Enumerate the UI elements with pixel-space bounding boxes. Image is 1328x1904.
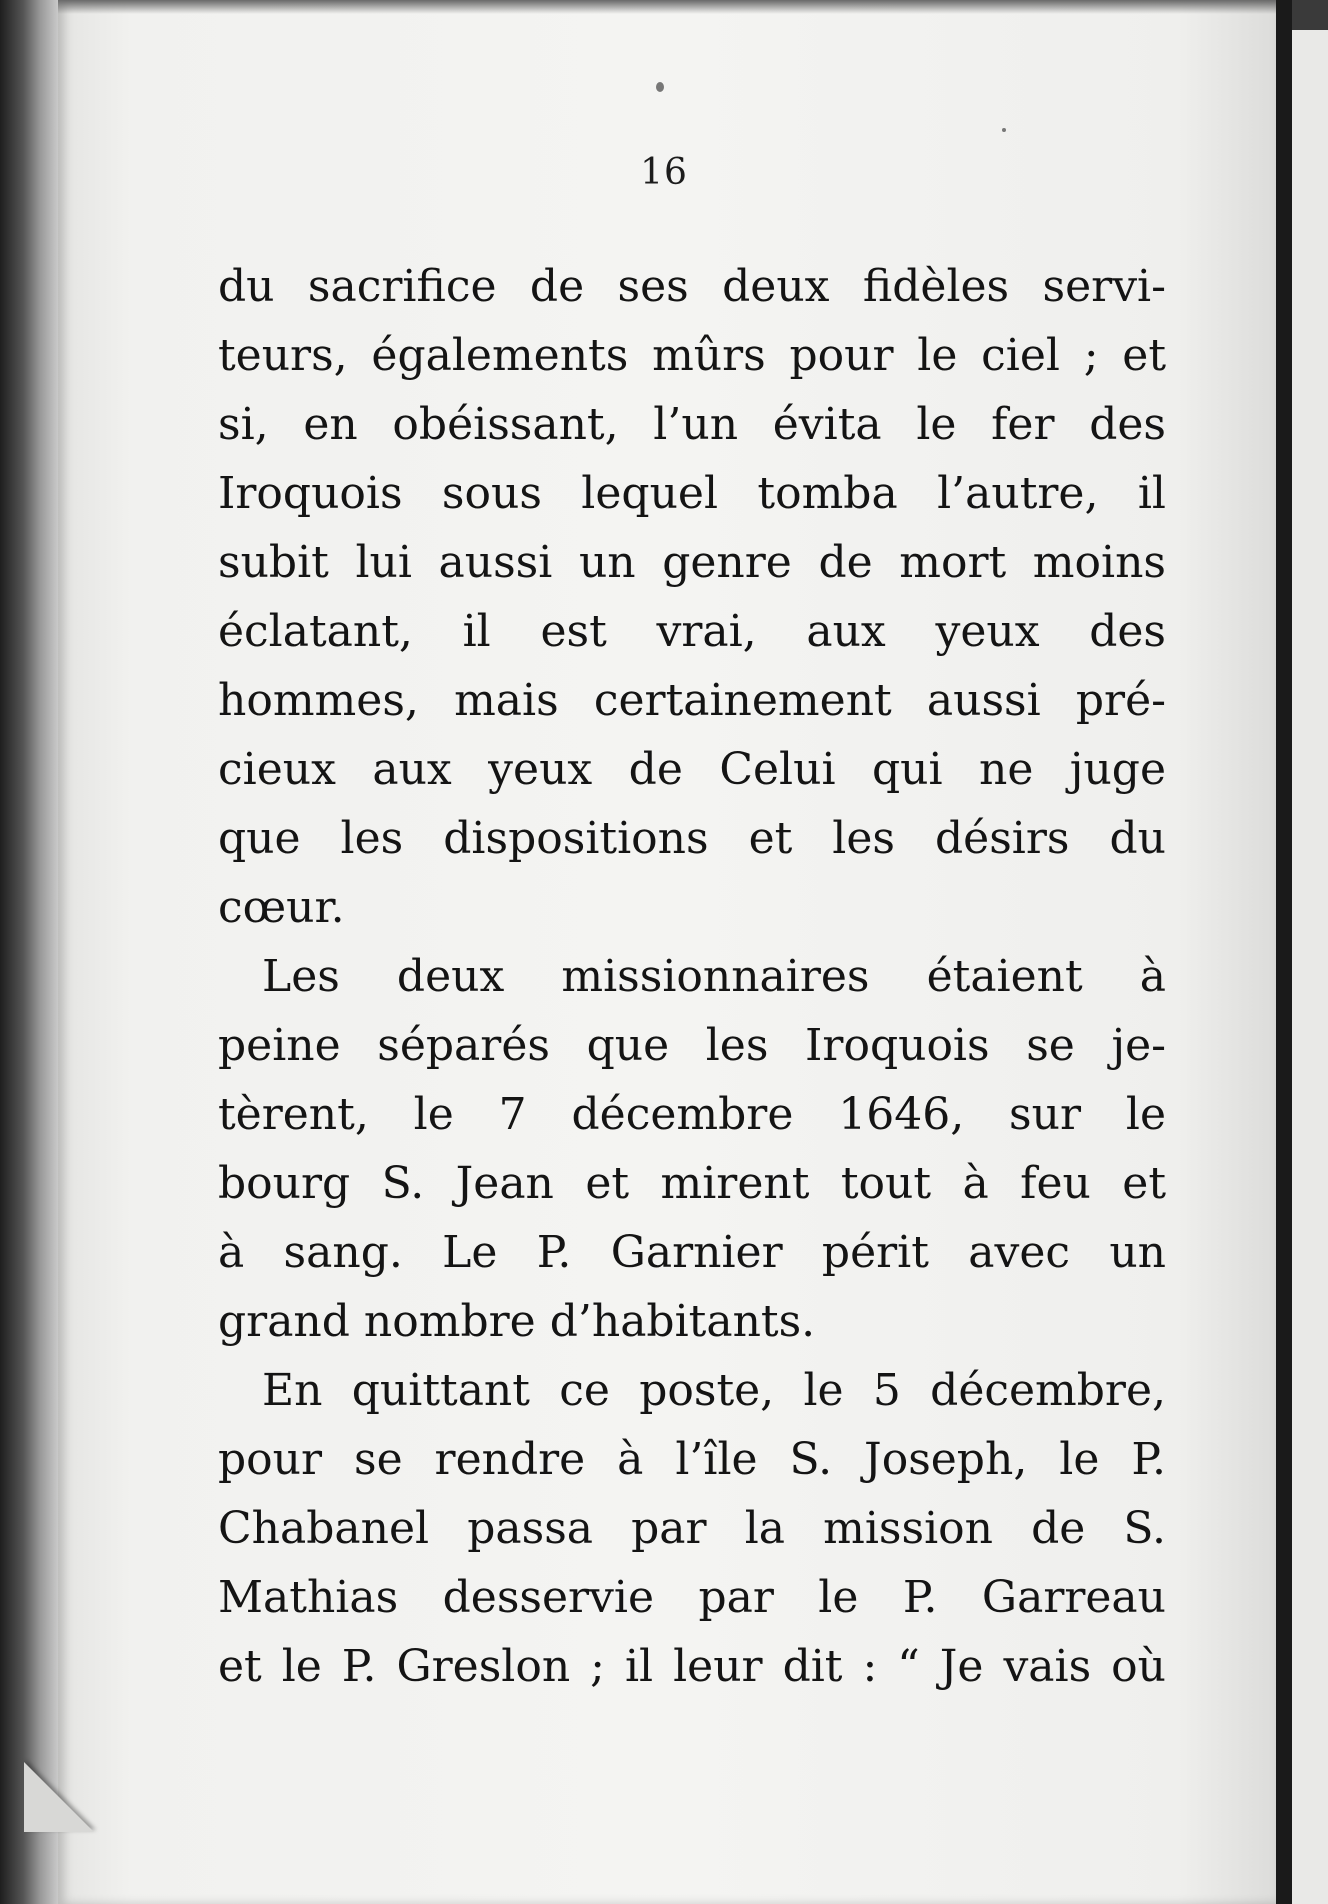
text-line: à sang. Le P. Garnier périt avec un — [218, 1227, 1166, 1278]
page-gutter — [1276, 0, 1292, 1904]
text-line: et le P. Greslon ; il leur dit : “ Je vais où — [218, 1641, 1166, 1692]
text-line: grand nombre d’habitants. — [218, 1296, 816, 1347]
body-text — [218, 252, 1166, 1701]
text-line: du sacrifice de ses deux fidèles servi- — [218, 261, 1166, 312]
text-line: cœur. — [218, 882, 345, 933]
text-line: En quittant ce poste, le 5 décembre, — [262, 1365, 1166, 1416]
ink-speck — [656, 82, 664, 92]
text-line: que les dispositions et les désirs du — [218, 813, 1166, 864]
text-line: éclatant, il est vrai, aux yeux des — [218, 606, 1166, 657]
ink-speck — [1002, 128, 1006, 132]
text-line: tèrent, le 7 décembre 1646, sur le — [218, 1089, 1166, 1140]
text-line: Mathias desservie par le P. Garreau — [218, 1572, 1166, 1623]
folded-corner — [24, 1762, 94, 1832]
page-number: 16 — [640, 152, 688, 193]
text-line: subit lui aussi un genre de mort moins — [218, 537, 1166, 588]
text-line: peine séparés que les Iroquois se je- — [218, 1020, 1166, 1071]
text-line: pour se rendre à l’île S. Joseph, le P. — [218, 1434, 1166, 1485]
text-line: bourg S. Jean et mirent tout à feu et — [218, 1158, 1166, 1209]
text-line: cieux aux yeux de Celui qui ne juge — [218, 744, 1166, 795]
facing-page-edge — [1292, 30, 1328, 1904]
text-line: Les deux missionnaires étaient à — [262, 951, 1166, 1002]
text-line: si, en obéissant, l’un évita le fer des — [218, 399, 1166, 450]
text-line: hommes, mais certainement aussi pré- — [218, 675, 1166, 726]
text-line: Chabanel passa par la mission de S. — [218, 1503, 1166, 1554]
page-top-edge — [58, 0, 1276, 14]
text-line: teurs, égalements mûrs pour le ciel ; et — [218, 330, 1166, 381]
text-line: Iroquois sous lequel tomba l’autre, il — [218, 468, 1166, 519]
book-binding — [0, 0, 58, 1904]
